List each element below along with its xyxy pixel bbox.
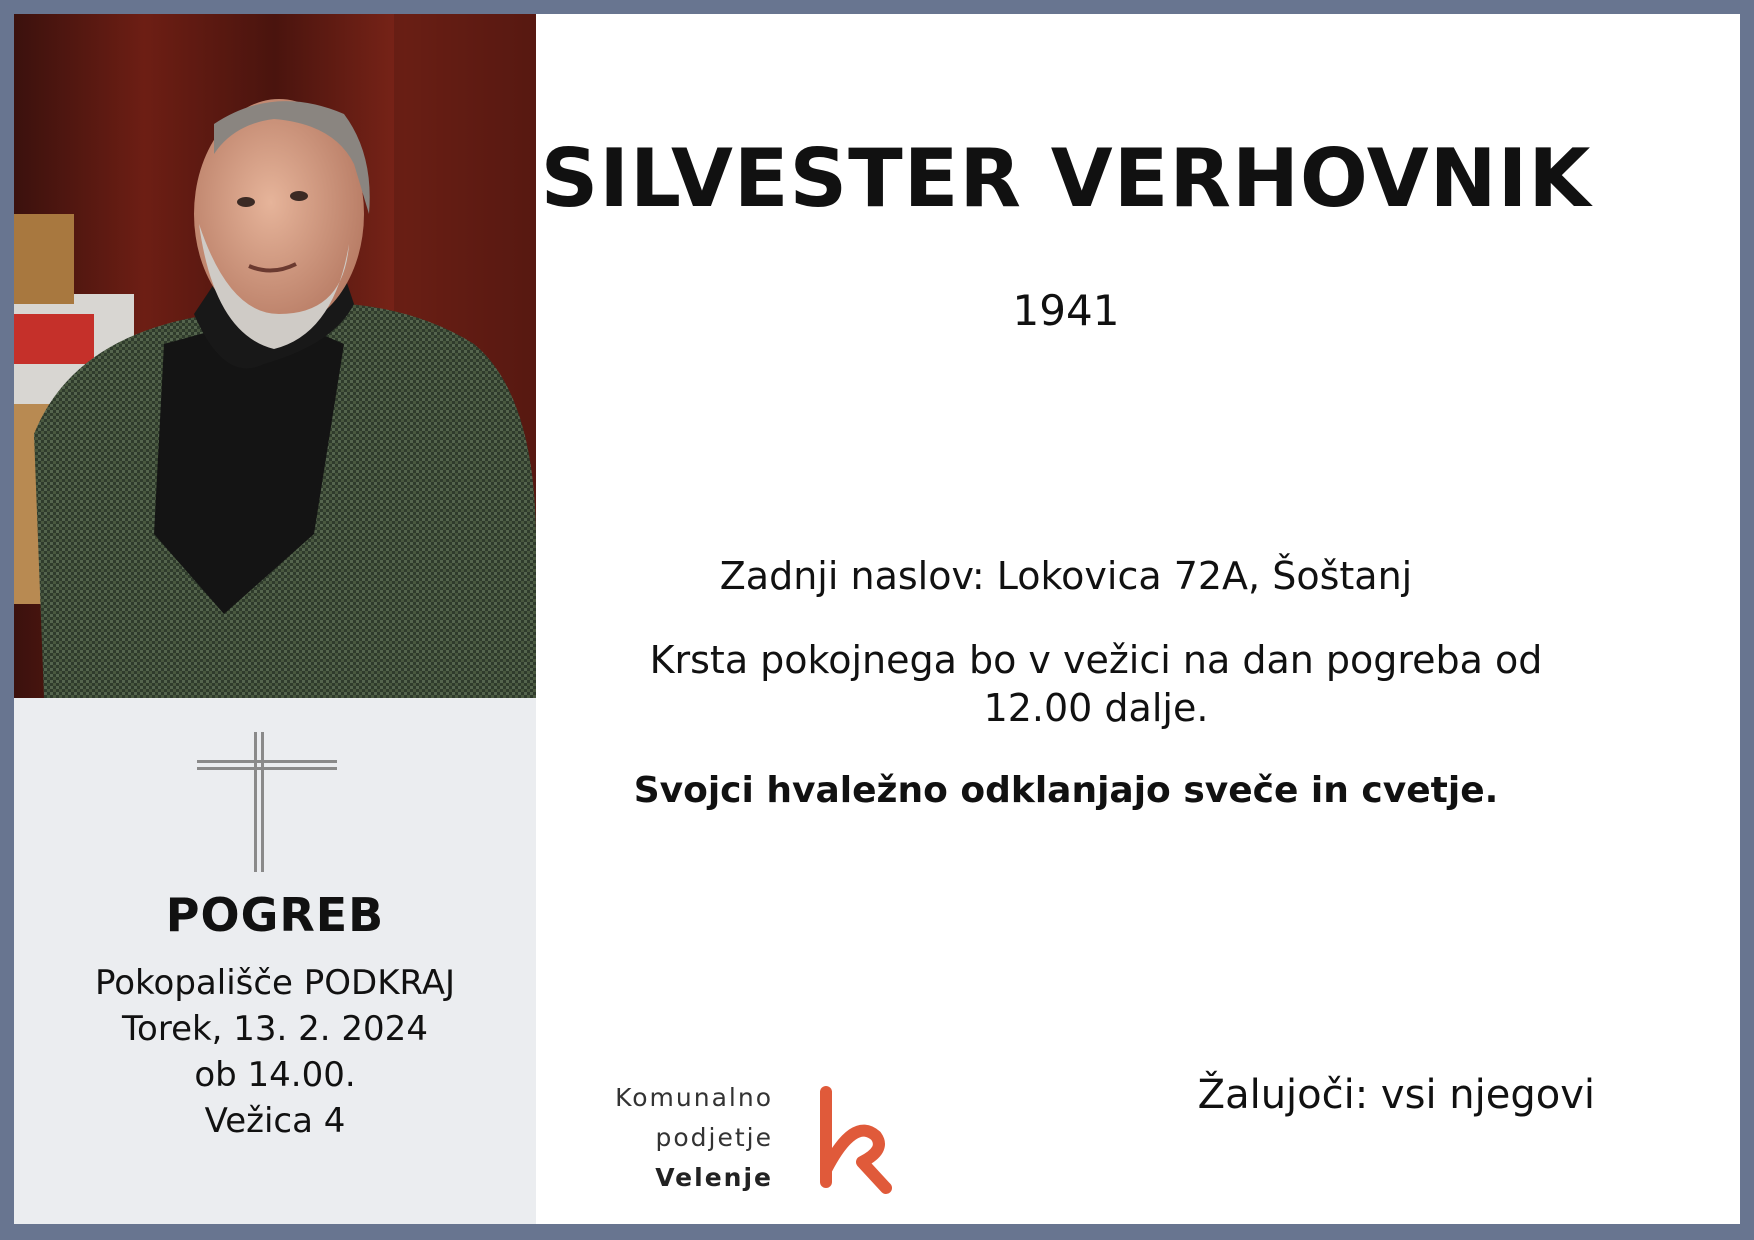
portrait-photo — [14, 14, 536, 698]
company-logo-text — [596, 1078, 773, 1198]
funeral-title: POGREB — [165, 888, 385, 942]
double-cross-icon — [197, 732, 337, 872]
funeral-hall: Vežica 4 — [204, 1101, 346, 1141]
main-content — [536, 14, 1740, 1224]
birth-year: 1941 — [1012, 286, 1120, 335]
logo-line-1: Komunalno — [615, 1083, 773, 1112]
mourners-line: Žalujoči: vsi njegovi — [1197, 1072, 1595, 1118]
last-address: Zadnji naslov: Lokovica 72A, Šoštanj — [719, 554, 1413, 598]
flowers-notice: Svojci hvaležno odklanjajo sveče in cvetje. — [633, 770, 1499, 811]
deceased-name: SILVESTER VERHOVNIK — [540, 132, 1592, 225]
logo-line-2: podjetje — [655, 1123, 773, 1152]
cemetery-line: Pokopališče PODKRAJ — [94, 963, 456, 1003]
company-logo-icon — [814, 1086, 894, 1196]
viewing-notice: Krsta pokojnega bo v vežici na dan pogreba od 12.00 dalje. — [649, 638, 1543, 730]
funeral-info-panel — [14, 698, 536, 1224]
funeral-time: ob 14.00. — [194, 1055, 356, 1095]
funeral-date: Torek, 13. 2. 2024 — [122, 1009, 428, 1049]
logo-line-3: Velenje — [655, 1163, 773, 1192]
obituary-card — [14, 14, 1740, 1224]
